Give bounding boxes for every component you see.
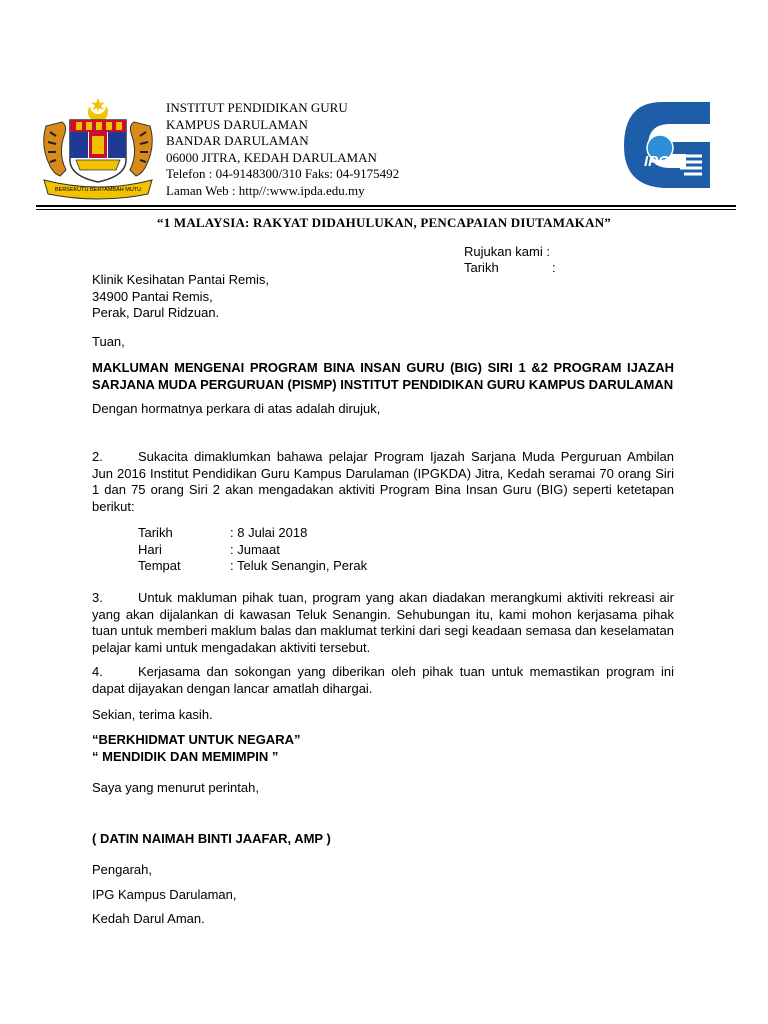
crest-motto: BERSEKUTU BERTAMBAH MUTU	[54, 187, 142, 193]
recipient-line: Klinik Kesihatan Pantai Remis,	[92, 272, 270, 287]
detail-value: : 8 Julai 2018	[230, 525, 308, 540]
institution-line: 06000 JITRA, KEDAH DARULAMAN	[166, 149, 377, 165]
institution-phone: Telefon : 04-9148300/310 Faks: 04-9175492	[166, 166, 400, 181]
national-motto: “1 MALAYSIA: RAKYAT DIDAHULUKAN, PENCAPAIAN DIUTAMAKAN”	[157, 215, 611, 230]
tarikh-colon: :	[552, 260, 556, 275]
paragraph-3	[92, 590, 674, 656]
rujukan-label: Rujukan kami :	[464, 244, 550, 259]
slogans	[92, 732, 674, 765]
paragraph-text: Kerjasama dan sokongan yang diberikan oleh pihak tuan untuk memastikan program ini dapat dijayakan dengan lancar amatlah dihargai.	[92, 664, 674, 696]
letter-subject: MAKLUMAN MENGENAI PROGRAM BINA INSAN GURU (BIG) SIRI 1 &2 PROGRAM IJAZAH SARJANA MUDA PERGURUAN (PISMP) INSTITUT PENDIDIKAN GURU KAMPUS DARULAMAN	[92, 360, 674, 392]
signatory-office: IPG Kampus Darulaman,	[92, 886, 237, 902]
event-details	[138, 525, 367, 575]
detail-value: : Teluk Senangin, Perak	[230, 558, 368, 573]
opening-line: Dengan hormatnya perkara di atas adalah dirujuk,	[92, 401, 381, 416]
detail-row	[138, 558, 367, 575]
detail-row	[138, 525, 367, 542]
paragraph-number: 2.	[92, 449, 103, 464]
institution-line: INSTITUT PENDIDIKAN GURU	[166, 100, 348, 115]
header-divider	[36, 205, 736, 207]
detail-row	[138, 542, 367, 559]
paragraph-number: 3.	[92, 590, 103, 605]
institution-address	[166, 100, 399, 199]
paragraph-text: Untuk makluman pihak tuan, program yang akan diadakan merangkumi aktiviti rekreasi air yang akan dijalankan di kawasan Teluk Senangin. Sehubungan itu, kami mohon kerjasama pihak tuan untuk memberi maklum balas dan maklumat terkini dari segi keadaan semasa dan keselamatan pelajar kami untuk mengadakan aktiviti tersebut.	[92, 590, 674, 655]
salutation: Tuan,	[92, 334, 125, 349]
saya-line: Saya yang menurut perintah,	[92, 780, 259, 795]
ipg-logo-icon	[622, 98, 712, 194]
detail-label: Hari	[138, 541, 162, 557]
coat-of-arms-icon	[36, 96, 160, 200]
detail-label: Tempat	[138, 558, 181, 573]
recipient-line: Perak, Darul Ridzuan.	[92, 305, 220, 320]
paragraph-2	[92, 449, 674, 515]
tarikh-label: Tarikh	[464, 260, 499, 275]
detail-label: Tarikh	[138, 525, 173, 540]
slogan-line: “BERKHIDMAT UNTUK NEGARA”	[92, 732, 301, 747]
recipient-address	[92, 272, 674, 322]
signatory-title: Pengarah,	[92, 862, 152, 877]
signatory-details	[92, 858, 674, 932]
header-divider-thin	[36, 209, 736, 210]
signatory-name: ( DATIN NAIMAH BINTI JAAFAR, AMP )	[92, 831, 331, 846]
signatory-location: Kedah Darul Aman.	[92, 911, 205, 926]
detail-value: : Jumaat	[230, 541, 280, 557]
closing-line: Sekian, terima kasih.	[92, 707, 213, 722]
institution-line: KAMPUS DARULAMAN	[166, 116, 308, 132]
paragraph-text: Sukacita dimaklumkan bahawa pelajar Program Ijazah Sarjana Muda Perguruan Ambilan Jun 2016 Institut Pendidikan Guru Kampus Darulaman (IPGKDA) Jitra, Kedah seramai 70 orang Siri 1 dan 75 orang Siri 2 akan mengadakan aktiviti Program Bina Insan Guru (BIG) seperti ketetapan berikut:	[92, 449, 674, 514]
ipg-logo-text: IPG	[644, 153, 670, 170]
recipient-line: 34900 Pantai Remis,	[92, 288, 213, 304]
slogan-line: “ MENDIDIK DAN MEMIMPIN ”	[92, 748, 279, 764]
institution-website: Laman Web : http//:www.ipda.edu.my	[166, 182, 365, 198]
paragraph-number: 4.	[92, 664, 103, 679]
paragraph-4	[92, 664, 674, 697]
institution-line: BANDAR DARULAMAN	[166, 133, 309, 148]
